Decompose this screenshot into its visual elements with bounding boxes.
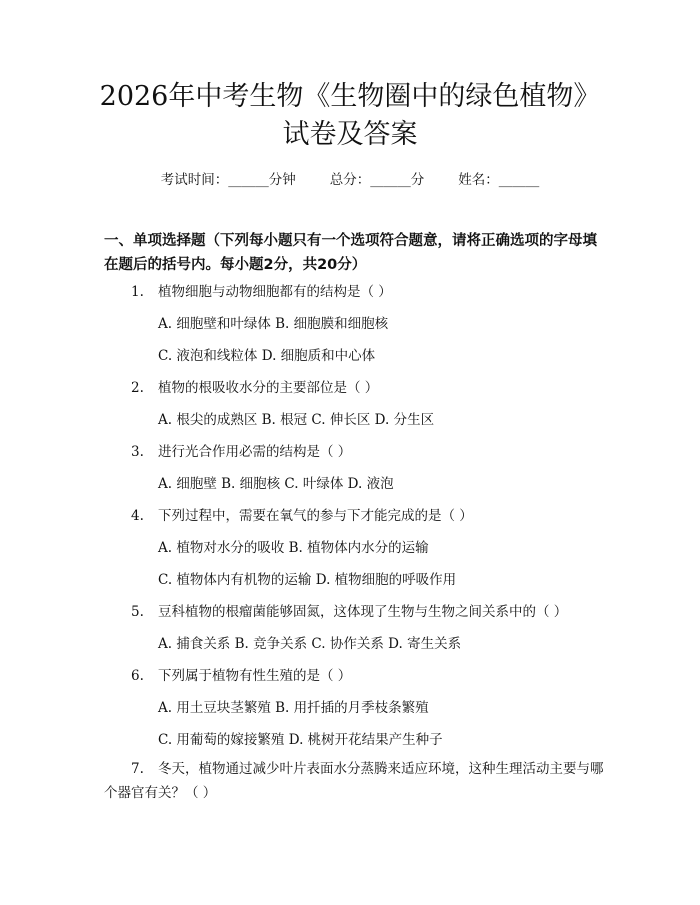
question-4-options-line-2: C. 植物体内有机物的运输 D. 植物细胞的呼吸作用 bbox=[158, 572, 457, 588]
question-number: 7. bbox=[131, 761, 144, 777]
question-5 bbox=[131, 602, 567, 622]
question-5-options-line-1: A. 捕食关系 B. 竞争关系 C. 协作关系 D. 寄生关系 bbox=[158, 636, 462, 652]
question-4 bbox=[131, 506, 473, 526]
question-text: 豆科植物的根瘤菌能够固氮，这体现了生物与生物之间关系中的（ ） bbox=[158, 604, 568, 620]
exam-title: 2026年中考生物《生物圈中的绿色植物》试卷及答案 bbox=[99, 81, 601, 150]
question-1-options-line-1: A. 细胞壁和叶绿体 B. 细胞膜和细胞核 bbox=[158, 316, 389, 332]
question-1 bbox=[131, 282, 392, 302]
total-score-unit: 分 bbox=[410, 172, 425, 188]
question-6-options-line-1: A. 用土豆块茎繁殖 B. 用扦插的月季枝条繁殖 bbox=[158, 700, 429, 716]
question-number: 2. bbox=[131, 380, 144, 396]
question-6 bbox=[131, 666, 351, 686]
question-number: 5. bbox=[131, 604, 144, 620]
student-name-label: 姓名： bbox=[458, 172, 499, 188]
question-2 bbox=[131, 378, 378, 398]
exam-time-unit: 分钟 bbox=[268, 172, 296, 188]
question-4-options-line-1: A. 植物对水分的吸收 B. 植物体内水分的运输 bbox=[158, 540, 429, 556]
question-number: 1. bbox=[131, 284, 144, 300]
exam-time-label: 考试时间： bbox=[160, 172, 229, 188]
question-3 bbox=[131, 442, 351, 462]
exam-info-line bbox=[0, 168, 700, 188]
question-text: 植物细胞与动物细胞都有的结构是（ ） bbox=[158, 284, 392, 300]
question-1-options-line-2: C. 液泡和线粒体 D. 细胞质和中心体 bbox=[158, 348, 376, 364]
section-heading: 一、单项选择题（下列每小题只有一个选项符合题意，请将正确选项的字母填在题后的括号内。每小题2分，共20分） bbox=[104, 233, 597, 273]
question-text: 植物的根吸收水分的主要部位是（ ） bbox=[158, 380, 379, 396]
total-score-label: 总分： bbox=[329, 172, 371, 188]
question-number: 4. bbox=[131, 508, 144, 524]
total-score-blank: ______ bbox=[370, 172, 411, 188]
question-7 bbox=[104, 757, 604, 805]
question-text: 冬天，植物通过减少叶片表面水分蒸腾来适应环境，这种生理活动主要与哪个器官有关？（ ） bbox=[104, 761, 604, 801]
student-name-blank: ______ bbox=[498, 172, 540, 188]
question-3-options-line-1: A. 细胞壁 B. 细胞核 C. 叶绿体 D. 液泡 bbox=[158, 476, 394, 492]
question-2-options-line-1: A. 根尖的成熟区 B. 根冠 C. 伸长区 D. 分生区 bbox=[158, 412, 435, 428]
question-number: 3. bbox=[131, 444, 144, 460]
question-text: 下列属于植物有性生殖的是（ ） bbox=[158, 668, 352, 684]
exam-time-blank: ______ bbox=[228, 172, 269, 188]
question-number: 6. bbox=[131, 668, 144, 684]
question-6-options-line-2: C. 用葡萄的嫁接繁殖 D. 桃树开花结果产生种子 bbox=[158, 732, 443, 748]
question-text: 进行光合作用必需的结构是（ ） bbox=[158, 444, 352, 460]
question-text: 下列过程中，需要在氧气的参与下才能完成的是（ ） bbox=[158, 508, 473, 524]
